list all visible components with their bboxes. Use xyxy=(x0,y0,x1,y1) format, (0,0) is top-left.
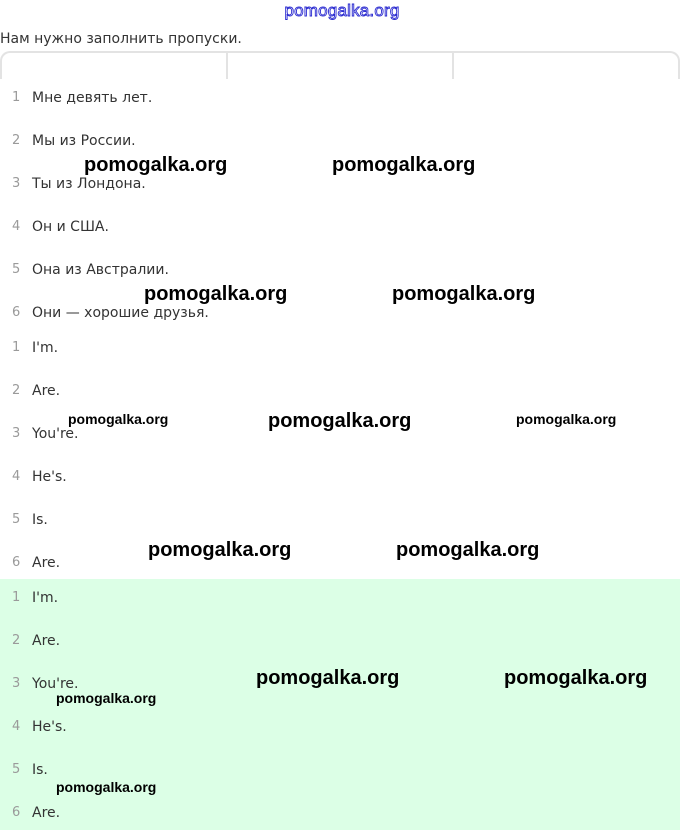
item-text: Are. xyxy=(32,633,61,649)
list-item xyxy=(0,131,680,151)
site-header xyxy=(0,0,680,26)
watermark: pomogalka.org xyxy=(144,283,288,305)
item-number: 2 xyxy=(12,633,21,648)
tab-bar xyxy=(0,51,680,79)
item-text: Мне девять лет. xyxy=(32,90,153,106)
list-item xyxy=(0,88,680,108)
list-item xyxy=(0,174,680,194)
item-text: Она из Австралии. xyxy=(32,262,169,278)
item-number: 5 xyxy=(12,512,21,527)
answer-item xyxy=(0,631,680,651)
item-text: Is. xyxy=(32,512,48,528)
item-text: He's. xyxy=(32,719,67,735)
answer-item xyxy=(0,760,680,780)
item-number: 3 xyxy=(12,676,21,691)
item-number: 3 xyxy=(12,176,21,191)
list-item xyxy=(0,303,680,323)
item-text: Are. xyxy=(32,555,61,571)
watermark: pomogalka.org xyxy=(396,539,540,561)
list-item xyxy=(0,260,680,280)
watermark: pomogalka.org xyxy=(56,690,157,706)
item-text: Is. xyxy=(32,762,48,778)
item-number: 4 xyxy=(12,219,21,234)
watermark: pomogalka.org xyxy=(332,154,476,176)
item-number: 5 xyxy=(12,762,21,777)
item-text: You're. xyxy=(32,676,79,692)
answer-item xyxy=(0,588,680,608)
watermark: pomogalka.org xyxy=(392,283,536,305)
watermark: pomogalka.org xyxy=(84,154,228,176)
item-number: 2 xyxy=(12,133,21,148)
item-text: Он и США. xyxy=(32,219,109,235)
item-number: 6 xyxy=(12,305,21,320)
instruction-text: Нам нужно заполнить пропуски. xyxy=(0,31,242,47)
tab-1[interactable] xyxy=(0,51,226,79)
item-number: 1 xyxy=(12,90,21,105)
tab-2[interactable] xyxy=(226,51,452,79)
item-number: 4 xyxy=(12,719,21,734)
item-text: Are. xyxy=(32,383,61,399)
watermark: pomogalka.org xyxy=(56,779,157,795)
item-number: 2 xyxy=(12,383,21,398)
watermark: pomogalka.org xyxy=(256,667,400,689)
item-text: Are. xyxy=(32,805,61,821)
watermark: pomogalka.org xyxy=(68,411,169,427)
item-text: You're. xyxy=(32,426,79,442)
answer-item xyxy=(0,717,680,737)
list-item xyxy=(0,338,680,358)
item-text: I'm. xyxy=(32,340,59,356)
watermark: pomogalka.org xyxy=(516,411,617,427)
watermark: pomogalka.org xyxy=(504,667,648,689)
item-text: Ты из Лондона. xyxy=(32,176,146,192)
item-number: 6 xyxy=(12,555,21,570)
list-item xyxy=(0,217,680,237)
watermark: pomogalka.org xyxy=(148,539,292,561)
list-item xyxy=(0,553,680,573)
item-number: 1 xyxy=(12,590,21,605)
item-number: 5 xyxy=(12,262,21,277)
item-text: He's. xyxy=(32,469,67,485)
answer-item xyxy=(0,803,680,823)
list-item xyxy=(0,467,680,487)
list-item xyxy=(0,381,680,401)
item-number: 4 xyxy=(12,469,21,484)
site-logo-text[interactable]: pomogalka.org xyxy=(284,1,400,20)
item-number: 1 xyxy=(12,340,21,355)
tab-3[interactable] xyxy=(452,51,680,79)
item-number: 3 xyxy=(12,426,21,441)
item-text: I'm. xyxy=(32,590,59,606)
watermark: pomogalka.org xyxy=(268,410,412,432)
list-item xyxy=(0,510,680,530)
item-number: 6 xyxy=(12,805,21,820)
item-text: Мы из России. xyxy=(32,133,136,149)
item-text: Они — хорошие друзья. xyxy=(32,305,209,321)
